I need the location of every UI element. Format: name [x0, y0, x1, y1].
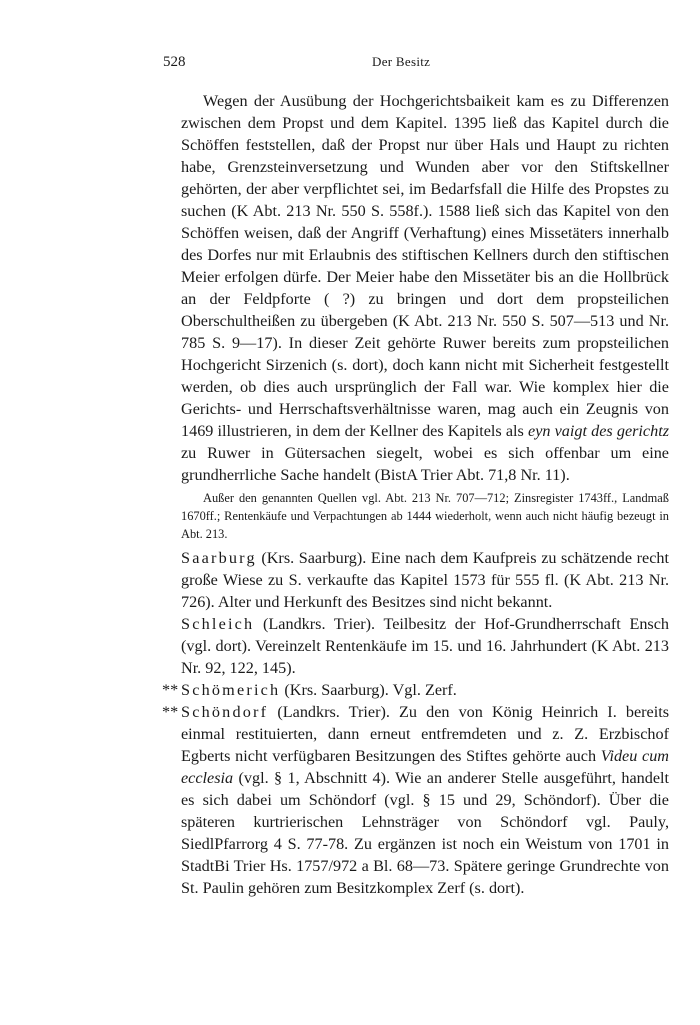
entry-schoendorf: ** Schöndorf (Landkrs. Trier). Zu den von König Heinrich I. bereits einmal restituierten, dann erneut entfremdeten und z. Z. Erzbischof Egberts nicht verfügbaren Besitzungen des Stiftes gehörte auch Videu cum ecclesia (vgl. § 1, Abschnitt 4). Wie an anderer Stelle ausgeführt, handelt es sich dabei um Schöndorf (vgl. § 15 und 29, Schöndorf). Über die späteren kurtrierischen Lehnsträger von Schöndorf vgl. Pauly, SiedlPfarrorg 4 S. 77-78. Zu ergänzen ist noch ein Weistum von 1701 in StadtBi Trier Hs. 1757/972 a Bl. 68—73. Spätere geringe Grundrechte von St. Paulin gehören zum Besitzkomplex Zerf (s. dort).: [162, 703, 670, 897]
entry-name: Saarburg: [181, 549, 257, 567]
italic-quote: eyn vaigt des gerichtz: [528, 422, 670, 440]
entry-saarburg: Saarburg (Krs. Saarburg). Eine nach dem Kaufpreis zu schätzende recht große Wiese zu S. verkaufte das Kapitel 1573 für 555 fl. (K Abt. 213 Nr. 726). Alter und Herkunft des Besitzes sind nicht bekannt.: [181, 549, 669, 611]
italic-quote: Videu cum ecclesia: [181, 747, 669, 787]
entry-marker: **: [162, 681, 179, 699]
entry-schoemerich: ** Schömerich (Krs. Saarburg). Vgl. Zerf.: [162, 681, 457, 699]
entry-name: Schömerich: [181, 681, 281, 699]
running-title: Der Besitz: [372, 54, 431, 69]
paragraph-ruwer-jurisdiction: Wegen der Ausübung der Hochgerichtsbaikeit kam es zu Differenzen zwischen dem Propst und dem Kapitel. 1395 ließ das Kapitel durch die Schöffen feststellen, daß der Propst nur über Hals und Haupt zu richten habe, Grenzsteinversetzung und Wunden aber vor den Stiftskellner gehörten, der aber verpflichtet sei, im Bedarfsfall die Hilfe des Propstes zu suchen (K Abt. 213 Nr. 550 S. 558f.). 1588 ließ sich das Kapitel von den Schöffen weisen, daß der Angriff (Verhaftung) eines Missetäters innerhalb des Dorfes nur mit Erlaubnis des stiftischen Kellners durch den stiftischen Meier erfolgen dürfe. Der Meier habe den Missetäter bis an die Hollbrück an der Feldpforte ( ?) zu bringen und dort dem propsteilichen Oberschultheißen zu übergeben (K Abt. 213 Nr. 550 S. 507—513 und Nr. 785 S. 9—17). In dieser Zeit gehörte Ruwer bereits zum propsteilichen Hochgericht Sirzenich (s. dort), doch kann nicht mit Sicherheit festgestellt werden, ob dies auch ursprünglich der Fall war. Wie komplex hier die Gerichts- und Herrschaftsverhältnisse waren, mag auch ein Zeugnis von 1469 illustrieren, in dem der Kellner des Kapitels als eyn vaigt des gerichtz zu Ruwer in Gütersachen siegelt, wobei es sich offenbar um eine grundherrliche Sache handelt (BistA Trier Abt. 71,8 Nr. 11).: [181, 92, 670, 484]
body-text: [162, 90, 670, 899]
entry-schleich: Schleich (Landkrs. Trier). Teilbesitz der Hof-Grundherrschaft Ensch (vgl. dort). Vereinzelt Rentenkäufe im 15. und 16. Jahrhundert (K Abt. 213 Nr. 92, 122, 145).: [181, 615, 669, 677]
entry-marker: **: [162, 703, 179, 721]
entry-name: Schöndorf: [181, 703, 269, 721]
page-number: 528: [163, 54, 186, 70]
source-note: Außer den genannten Quellen vgl. Abt. 213 Nr. 707—712; Zinsregister 1743ff., Landmaß 1670ff.; Rentenkäufe und Verpachtungen ab 1444 wiederholt, wenn auch nicht häufig bezeugt in Abt. 213.: [181, 491, 669, 541]
running-head: [0, 54, 700, 74]
entry-name: Schleich: [181, 615, 255, 633]
